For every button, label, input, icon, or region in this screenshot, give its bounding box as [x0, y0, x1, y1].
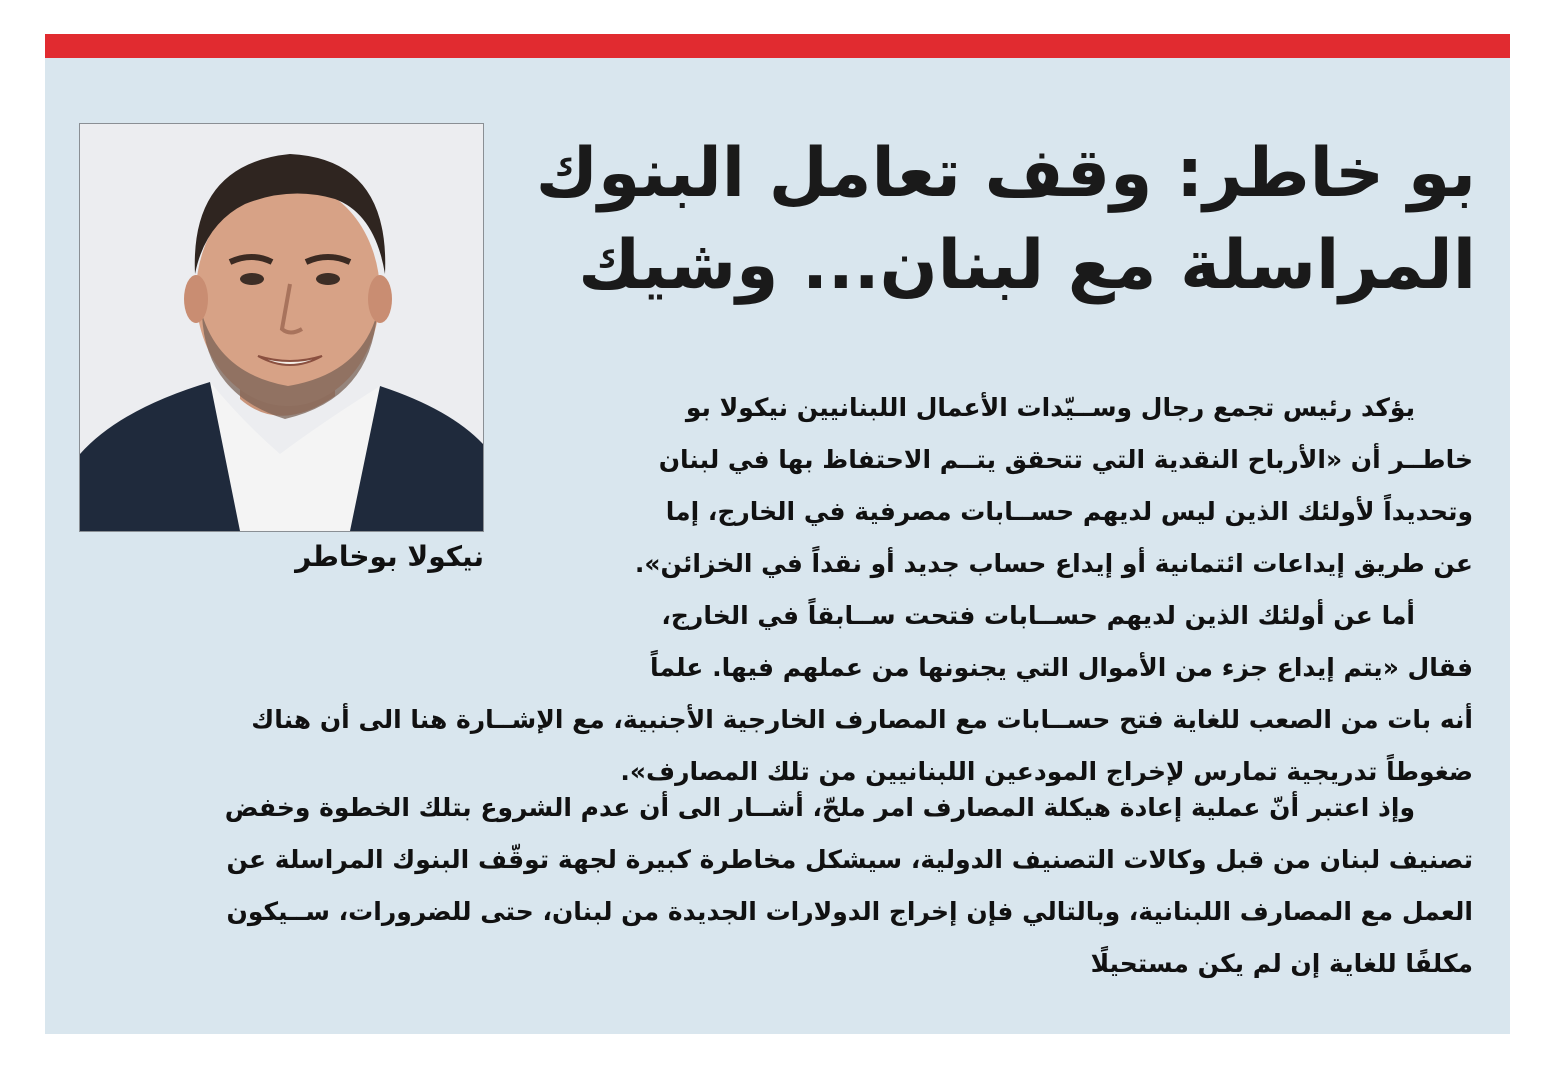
body-line: خاطــر أن «الأرباح النقدية التي تتحقق يتــم الاحتفاظ بها في لبنان: [658, 445, 1473, 474]
photo-caption: نيكولا بوخاطر: [295, 540, 484, 573]
body-line: يؤكد رئيس تجمع رجال وســيّدات الأعمال اللبنانيين نيكولا بو: [685, 393, 1415, 422]
article-paragraph-2a: [555, 590, 1473, 694]
headline-line-2: المراسلة مع لبنان... وشيك: [578, 226, 1476, 305]
body-line: وتحديداً لأولئك الذين ليس لديهم حســابات مصرفية في الخارج، إما: [665, 497, 1473, 526]
body-line: فقال «يتم إيداع جزء من الأموال التي يجنونها من عملهم فيها. علماً: [649, 653, 1473, 682]
body-line: أنه بات من الصعب للغاية فتح حســابات مع المصارف الخارجية الأجنبية، مع الإشــارة هنا الى أن هناك: [251, 705, 1473, 734]
body-line: العمل مع المصارف اللبنانية، وبالتالي فإن إخراج الدولارات الجديدة من لبنان، حتى للضرورات، ســيكون: [226, 897, 1473, 926]
portrait-photo: [79, 123, 484, 532]
article-headline: [535, 128, 1476, 312]
body-line: عن طريق إيداعات ائتمانية أو إيداع حساب جديد أو نقداً في الخزائن».: [634, 549, 1473, 578]
article-paragraph-3: [75, 782, 1473, 990]
body-line: ضغوطاً تدريجية تمارس لإخراج المودعين اللبنانيين من تلك المصارف».: [620, 757, 1473, 786]
top-accent-bar: [45, 34, 1510, 58]
body-line: وإذ اعتبر أنّ عملية إعادة هيكلة المصارف امر ملحّ، أشــار الى أن عدم الشروع بتلك الخطوة وخفض: [224, 793, 1415, 822]
body-line: تصنيف لبنان من قبل وكالات التصنيف الدولية، سيشكل مخاطرة كبيرة لجهة توقّف البنوك المراسلة عن: [226, 845, 1473, 874]
portrait-illustration: [80, 124, 483, 531]
body-line: مكلفًا للغاية إن لم يكن مستحيلًا: [1090, 949, 1473, 978]
body-line: أما عن أولئك الذين لديهم حســابات فتحت ســابقاً في الخارج،: [661, 601, 1415, 630]
article-paragraph-1: [555, 382, 1473, 590]
headline-line-1: بو خاطر: وقف تعامل البنوك: [535, 134, 1476, 213]
